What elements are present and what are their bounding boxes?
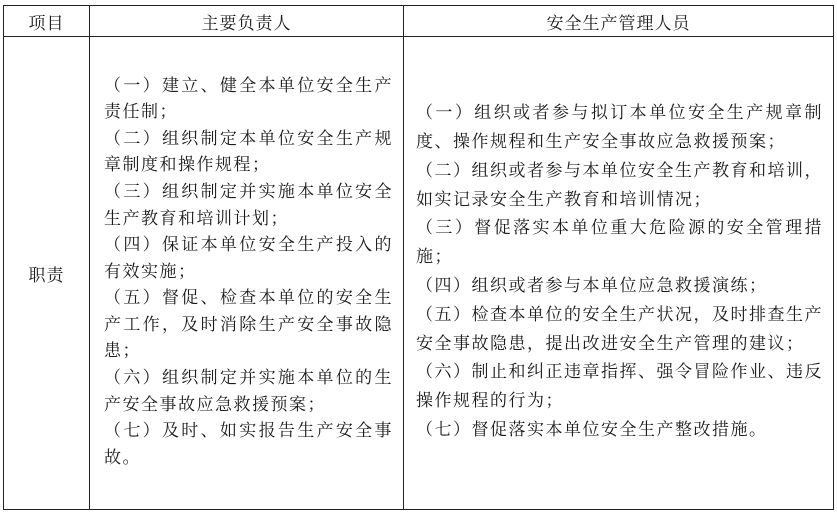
header-row [4,6,834,37]
head-duty-item: （三）组织制定并实施本单位安全生产教育和培训计划； [104,181,393,229]
safety-duties-cell [404,37,834,510]
head-duties-list [90,71,403,476]
row-label: 职责 [4,37,90,510]
duty-row [4,37,834,510]
duty-table [3,5,834,510]
safety-duties-list [404,97,833,449]
header-safety: 安全生产管理人员 [404,6,834,37]
safety-duty-item: （三）督促落实本单位重大危险源的安全管理措施； [416,218,823,268]
safety-duty-item: （一）组织或者参与拟订本单位安全生产规章制度、操作规程和生产安全事故应急救援预案； [416,103,823,153]
safety-duty-item: （七）督促落实本单位安全生产整改措施。 [416,419,768,440]
head-duty-item: （一）建立、健全本单位安全生产责任制； [104,75,393,123]
head-duties-cell [90,37,404,510]
safety-duty-item: （二）组织或者参与本单位安全生产教育和培训，如实记录安全生产教育和培训情况； [416,160,823,210]
head-duty-item: （二）组织制定本单位安全生产规章制度和操作规程； [104,128,393,176]
header-head: 主要负责人 [90,6,404,37]
header-item: 项目 [4,6,90,37]
safety-duty-item: （五）检查本单位的安全生产状况，及时排查生产安全事故隐患，提出改进安全生产管理的建议； [416,304,823,354]
safety-duty-item: （四）组织或者参与本单位应急救援演练； [416,276,768,296]
head-duty-item: （七）及时、如实报告生产安全事故。 [104,421,393,468]
head-duty-item: （六）组织制定并实施本单位的生产安全事故应急救援预案； [104,368,393,415]
head-duty-item: （四）保证本单位安全生产投入的有效实施； [104,235,393,282]
head-duty-item: （五）督促、检查本单位的安全生产工作，及时消除生产安全事故隐患； [104,288,393,362]
safety-duty-item: （六）制止和纠正违章指挥、强令冒险作业、违反操作规程的行为； [416,362,823,412]
